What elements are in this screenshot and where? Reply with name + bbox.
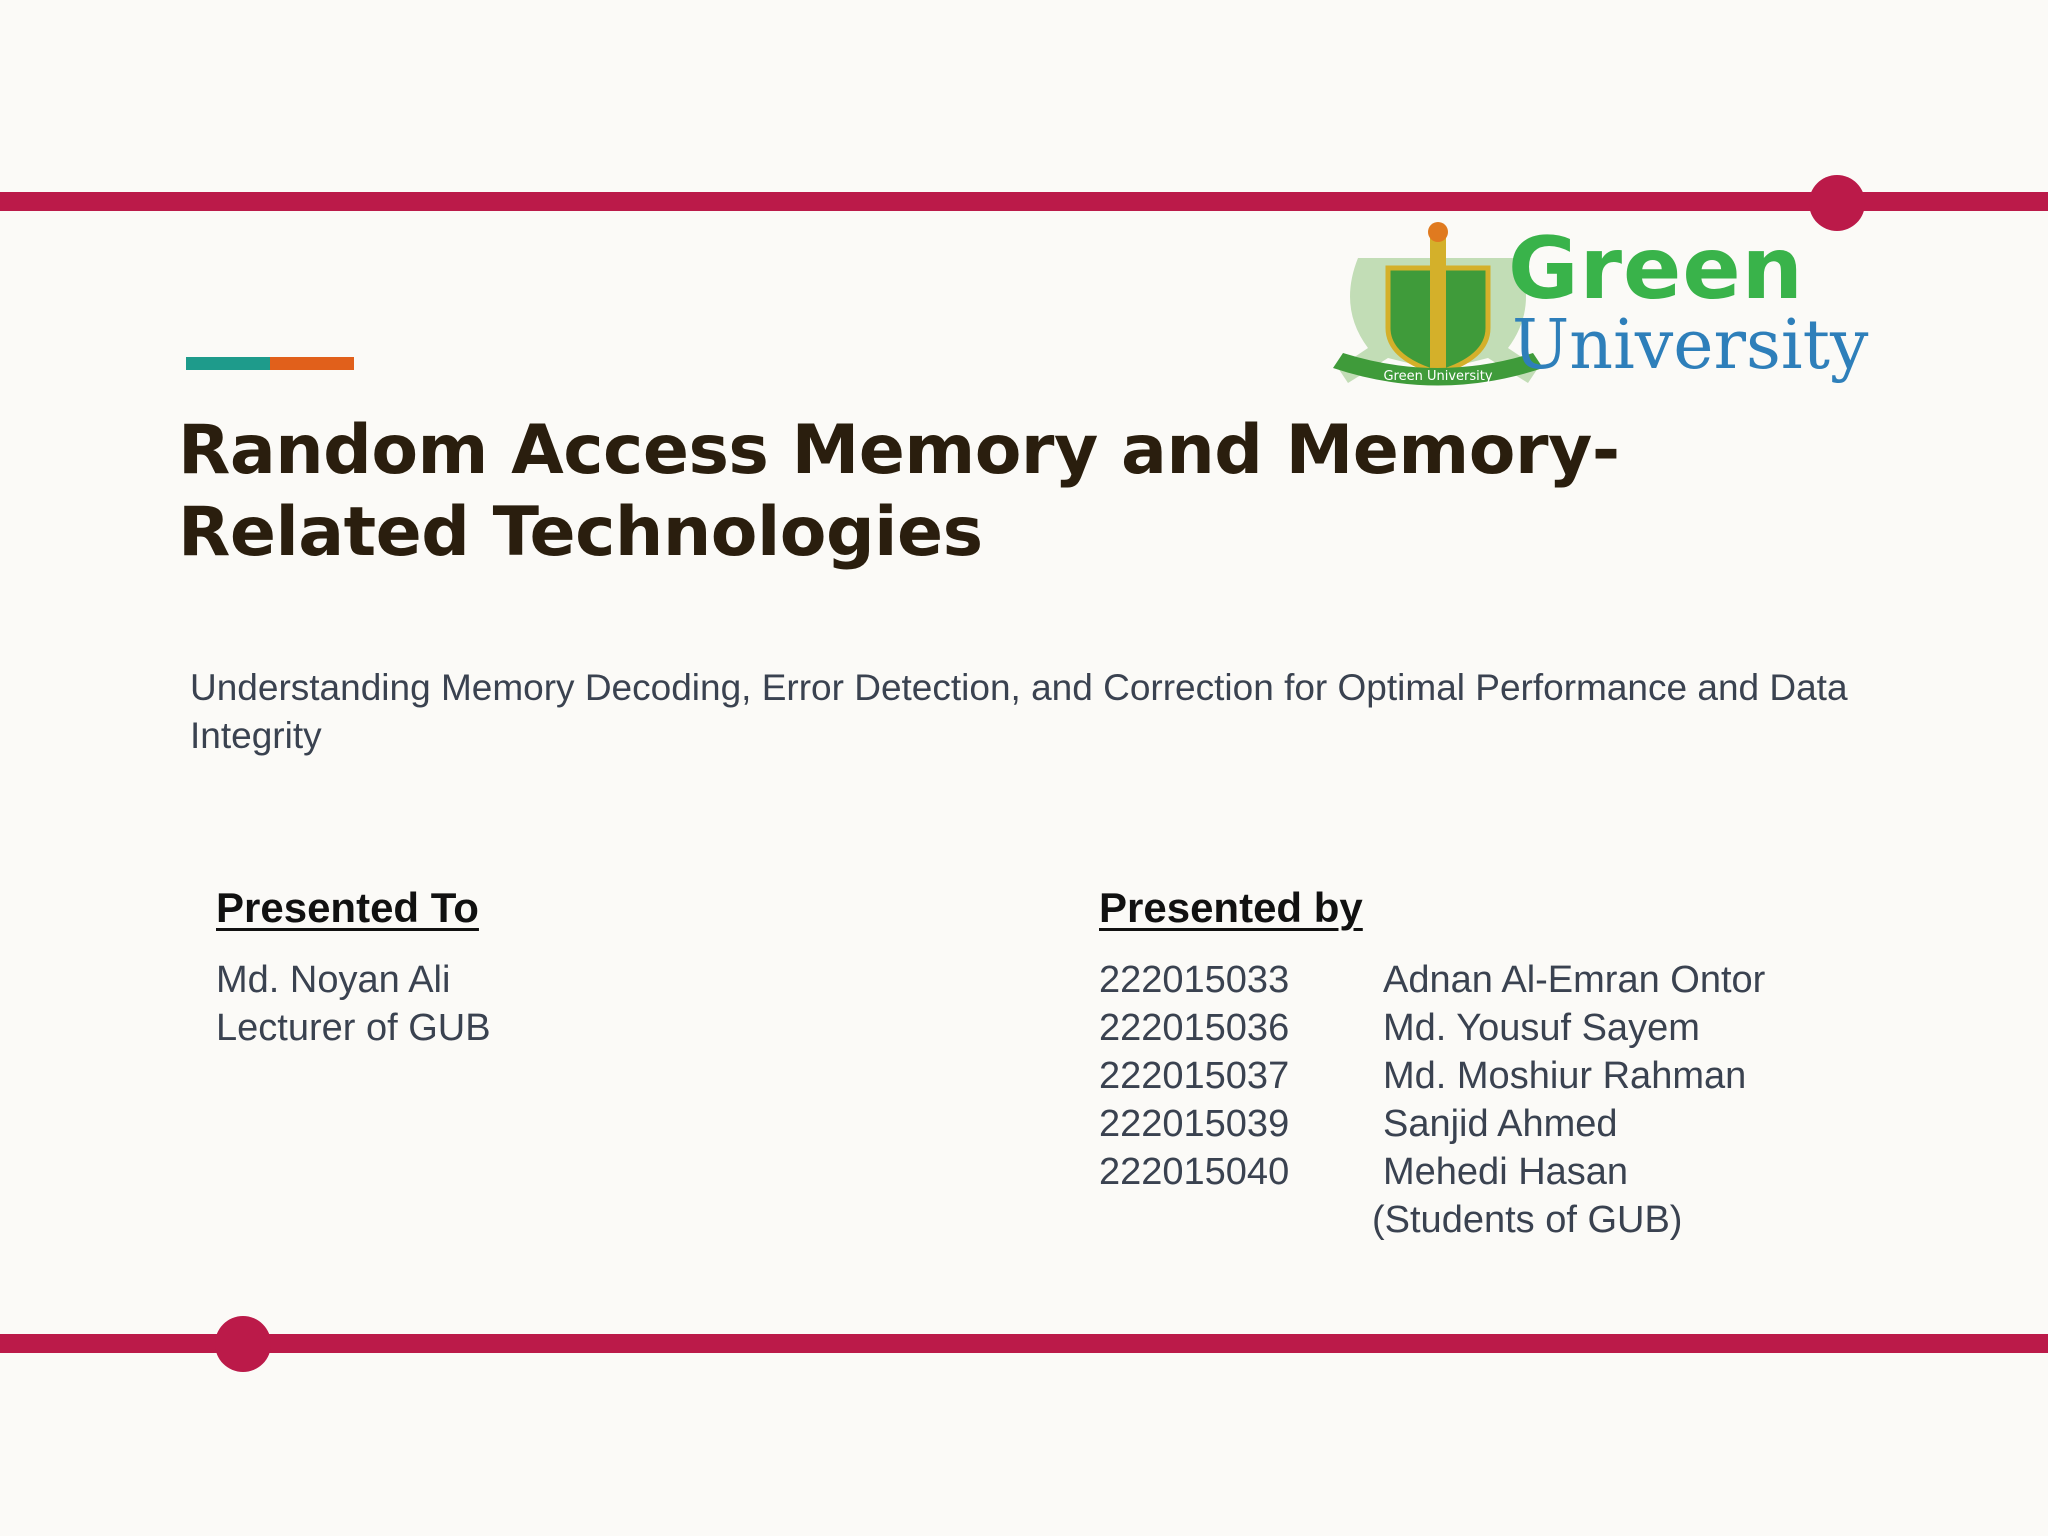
student-name: Adnan Al-Emran Ontor bbox=[1383, 959, 1766, 1001]
presenter-row bbox=[1099, 1052, 1765, 1100]
presented-by-heading: Presented by bbox=[1099, 884, 1363, 931]
student-id: 222015036 bbox=[1099, 1007, 1290, 1049]
student-name: Md. Yousuf Sayem bbox=[1383, 1007, 1700, 1049]
presentation-title: Random Access Memory and Memory-Related Technologies bbox=[178, 411, 1620, 572]
bottom-divider-line bbox=[0, 1334, 2048, 1353]
accent-bar-orange bbox=[270, 357, 354, 370]
student-id: 222015039 bbox=[1099, 1103, 1290, 1145]
presented-to-heading: Presented To bbox=[216, 884, 479, 931]
supervisor-name: Md. Noyan Ali bbox=[216, 959, 451, 1001]
student-name: Sanjid Ahmed bbox=[1383, 1103, 1618, 1145]
top-divider-line bbox=[0, 192, 2048, 211]
presenter-list bbox=[1099, 956, 1765, 1196]
bottom-divider-dot bbox=[215, 1316, 271, 1372]
presenter-row bbox=[1099, 1004, 1765, 1052]
presenter-row bbox=[1099, 956, 1765, 1004]
presenters-note: (Students of GUB) bbox=[1372, 1199, 1683, 1241]
logo-wordmark-university: University bbox=[1512, 306, 1869, 385]
student-name: Mehedi Hasan bbox=[1383, 1151, 1629, 1193]
supervisor-role: Lecturer of GUB bbox=[216, 1007, 491, 1049]
presentation-subtitle: Understanding Memory Decoding, Error Detection, and Correction for Optimal Performance and Data Integrity bbox=[190, 667, 1848, 756]
emblem-ribbon-text: Green University bbox=[1383, 369, 1493, 384]
logo-wordmark-green: Green bbox=[1508, 219, 1804, 319]
student-id: 222015033 bbox=[1099, 959, 1290, 1001]
student-id: 222015040 bbox=[1099, 1151, 1290, 1193]
student-name: Md. Moshiur Rahman bbox=[1383, 1055, 1747, 1097]
presented-to-block bbox=[216, 956, 491, 1052]
presenter-row bbox=[1099, 1148, 1765, 1196]
presenter-row bbox=[1099, 1100, 1765, 1148]
student-id: 222015037 bbox=[1099, 1055, 1290, 1097]
accent-bar-teal bbox=[186, 357, 270, 370]
